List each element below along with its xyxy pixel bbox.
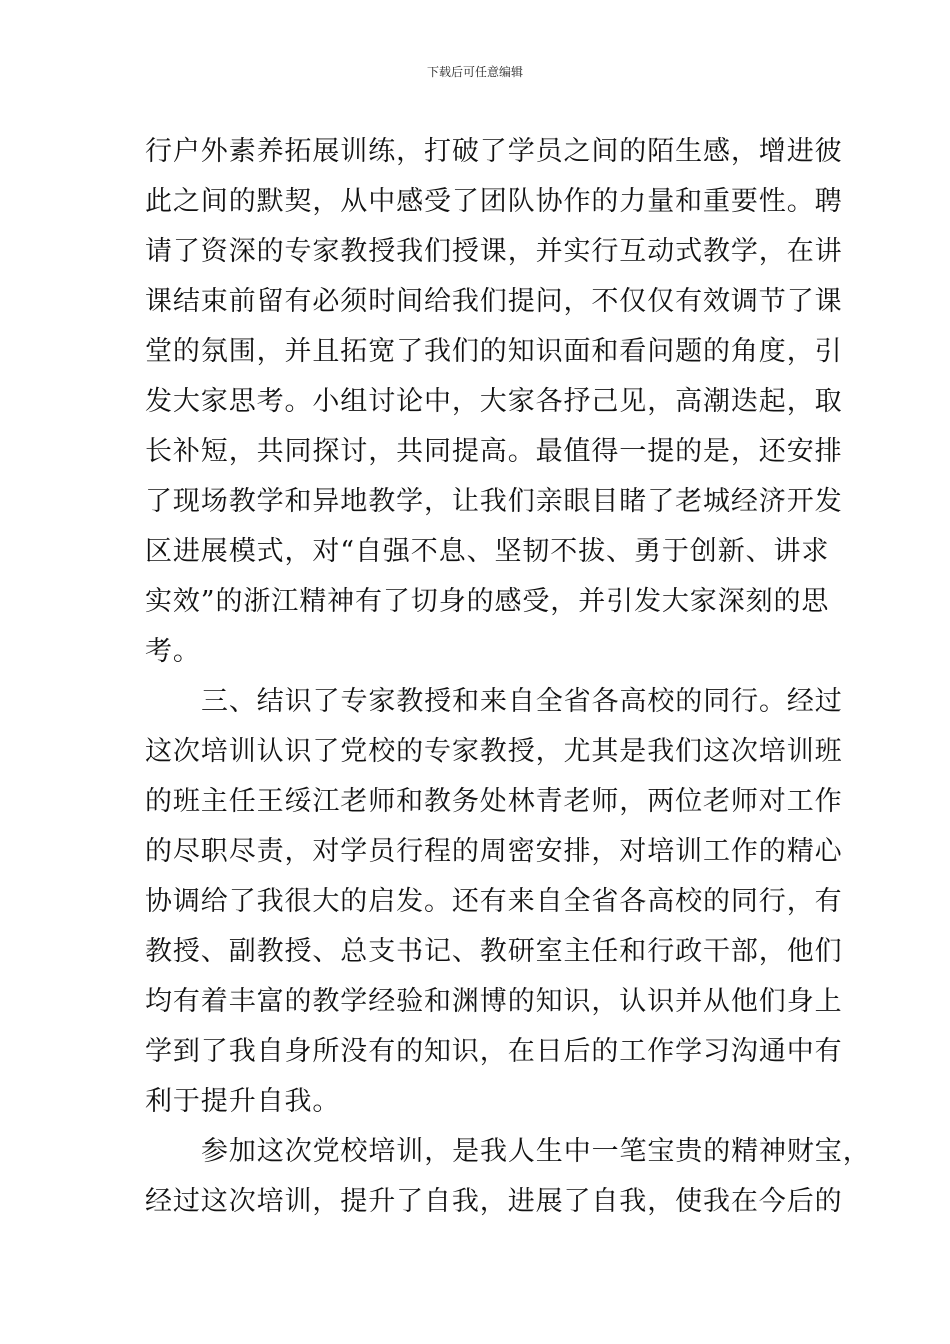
text-line: 实效”的浙江精神有了切身的感受，并引发大家深刻的思 [145, 586, 830, 617]
text-line: 学到了我自身所没有的知识，在日后的工作学习沟通中有 [145, 1036, 843, 1067]
text-line: 区进展模式，对“自强不息、坚韧不拔、勇于创新、讲求 [145, 536, 830, 567]
text-line: 教授、副教授、总支书记、教研室主任和行政干部，他们 [145, 936, 843, 967]
text-line: 行户外素养拓展训练，打破了学员之间的陌生感，增进彼 [145, 136, 843, 167]
paragraph-start-line: 参加这次党校培训，是我人生中一笔宝贵的精神财宝， [201, 1136, 871, 1167]
text-line: 请了资深的专家教授我们授课，并实行互动式教学，在讲 [145, 236, 843, 267]
text-line: 课结束前留有必须时间给我们提问，不仅仅有效调节了课 [145, 286, 843, 317]
text-line: 协调给了我很大的启发。还有来自全省各高校的同行，有 [145, 886, 843, 917]
text-line: 的班主任王绥江老师和教务处林青老师，两位老师对工作 [145, 786, 843, 817]
text-line: 堂的氛围，并且拓宽了我们的知识面和看问题的角度，引 [145, 336, 843, 367]
text-line: 这次培训认识了党校的专家教授，尤其是我们这次培训班 [145, 736, 843, 767]
text-line: 利于提升自我。 [145, 1086, 341, 1117]
text-line: 长补短，共同探讨，共同提高。最值得一提的是，还安排 [145, 436, 843, 467]
text-line: 发大家思考。小组讨论中，大家各抒己见，高潮迭起，取 [145, 386, 843, 417]
document-body [145, 127, 871, 1227]
text-line: 均有着丰富的教学经验和渊博的知识，认识并从他们身上 [145, 986, 843, 1017]
text-line: 的尽职尽责，对学员行程的周密安排，对培训工作的精心 [145, 836, 843, 867]
paragraph-start-line: 三、结识了专家教授和来自全省各高校的同行。经过 [201, 686, 843, 717]
page-header-note: 下载后可任意编辑 [426, 65, 523, 79]
text-line: 考。 [145, 636, 201, 667]
text-line: 经过这次培训，提升了自我，进展了自我，使我在今后的 [145, 1186, 843, 1217]
text-line: 了现场教学和异地教学，让我们亲眼目睹了老城经济开发 [145, 486, 843, 517]
text-line: 此之间的默契，从中感受了团队协作的力量和重要性。聘 [145, 186, 843, 217]
